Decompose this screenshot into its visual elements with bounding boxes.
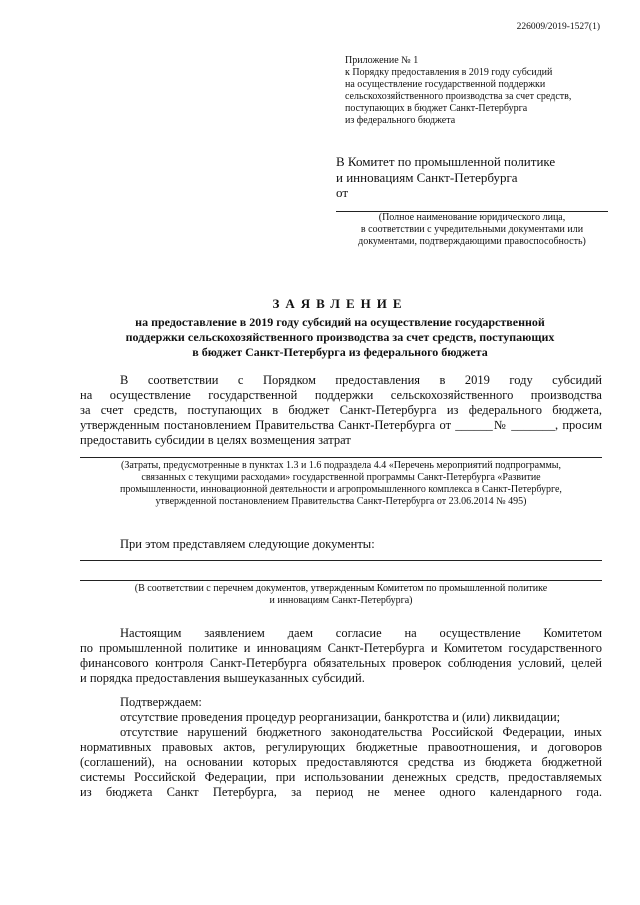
confirm-item: отсутствие нарушений бюджетного законодательства Российской Федерации, иных bbox=[120, 725, 602, 739]
consent-paragraph bbox=[80, 626, 602, 686]
applicant-note bbox=[336, 212, 608, 248]
consent-line: финансового контроля Санкт-Петербурга обязательных проверок соблюдения условий, целей bbox=[80, 656, 602, 670]
heading-line: на предоставление в 2019 году субсидий на осуществление государственной bbox=[135, 315, 545, 329]
appendix-line: сельскохозяйственного производства за счет средств, bbox=[345, 91, 572, 102]
appendix-line: поступающих в бюджет Санкт-Петербурга bbox=[345, 103, 528, 114]
request-line: утвержденным постановлением Правительства Санкт-Петербурга от ______№ _______, просим bbox=[80, 418, 602, 432]
appendix-line: к Порядку предоставления в 2019 году субсидий bbox=[345, 67, 553, 78]
note-line: утвержденной постановлением Правительства Санкт-Петербурга от 23.06.2014 № 495) bbox=[155, 496, 527, 507]
request-paragraph bbox=[80, 373, 602, 448]
confirm-title: Подтверждаем: bbox=[120, 695, 202, 709]
request-line: предоставить субсидии в целях возмещения затрат bbox=[80, 433, 351, 447]
appendix-block bbox=[345, 55, 615, 127]
document-heading bbox=[60, 296, 620, 360]
confirm-line: (соглашений), на основании которых предоставляются средства из бюджета бюджетной bbox=[80, 755, 602, 769]
note-line: в соответствии с учредительными документами или bbox=[360, 224, 584, 235]
appendix-line: Приложение № 1 bbox=[345, 55, 419, 66]
addressee-block bbox=[336, 154, 606, 201]
confirm-line: системы Российской Федерации, при использовании денежных средств, предоставляемых bbox=[80, 770, 602, 784]
costs-fill-line bbox=[80, 457, 602, 458]
request-line: за счет средств, поступающих в бюджет Санкт-Петербурга из федерального бюджета, bbox=[80, 403, 602, 417]
document-number: 226009/2019-1527(1) bbox=[516, 22, 600, 32]
confirm-line: нормативных правовых актов, регулирующих бюджетные правоотношения, и договоров bbox=[80, 740, 602, 754]
documents-intro: При этом представляем следующие документы: bbox=[120, 537, 375, 551]
note-line: связанных с текущими расходами» государственной программы Санкт-Петербурга «Развитие bbox=[141, 472, 541, 483]
consent-line: Настоящим заявлением даем согласие на осуществление Комитетом bbox=[120, 626, 602, 640]
note-line: (Полное наименование юридического лица, bbox=[378, 212, 566, 223]
consent-line: по промышленной политике и инновациям Санкт-Петербурга и Комитетом государственного bbox=[80, 641, 602, 655]
heading-line: в бюджет Санкт-Петербурга из федерального бюджета bbox=[192, 345, 488, 359]
confirm-line: из бюджета Санкт Петербурга, за период не менее одного календарного года. bbox=[80, 785, 602, 799]
consent-line: и порядка предоставления вышеуказанных субсидий. bbox=[80, 671, 365, 685]
note-line: (В соответствии с перечнем документов, утвержденным Комитетом по промышленной политике bbox=[134, 583, 548, 594]
confirm-block bbox=[80, 695, 602, 800]
note-line: (Затраты, предусмотренные в пунктах 1.3 и 1.6 подраздела 4.4 «Перечень мероприятий подпрограммы, bbox=[121, 460, 561, 471]
costs-note bbox=[80, 460, 602, 508]
note-line: документами, подтверждающими правоспособность) bbox=[358, 236, 586, 247]
documents-fill-line bbox=[80, 580, 602, 581]
addressee-line: В Комитет по промышленной политике bbox=[336, 154, 556, 169]
note-line: промышленности, инновационной деятельности и агропромышленного комплекса в Санкт-Петербурге, bbox=[120, 484, 562, 495]
appendix-line: из федерального бюджета bbox=[345, 115, 456, 126]
request-line: В соответствии с Порядком предоставления в 2019 году субсидий bbox=[120, 373, 602, 387]
heading-line: поддержки сельскохозяйственного производства за счет средств, поступающих bbox=[125, 330, 555, 344]
documents-note bbox=[80, 583, 602, 607]
confirm-item: отсутствие проведения процедур реорганизации, банкротства и (или) ликвидации; bbox=[120, 710, 561, 724]
request-line: на осуществление государственной поддержки сельскохозяйственного производства bbox=[80, 388, 602, 402]
document-title: ЗАЯВЛЕНИЕ bbox=[272, 296, 408, 311]
note-line: и инновациям Санкт-Петербурга) bbox=[269, 595, 413, 606]
addressee-line: и инновациям Санкт-Петербурга bbox=[336, 169, 518, 185]
documents-fill-line bbox=[80, 560, 602, 561]
addressee-from: от bbox=[336, 185, 349, 200]
appendix-line: на осуществление государственной поддержки bbox=[345, 79, 546, 90]
